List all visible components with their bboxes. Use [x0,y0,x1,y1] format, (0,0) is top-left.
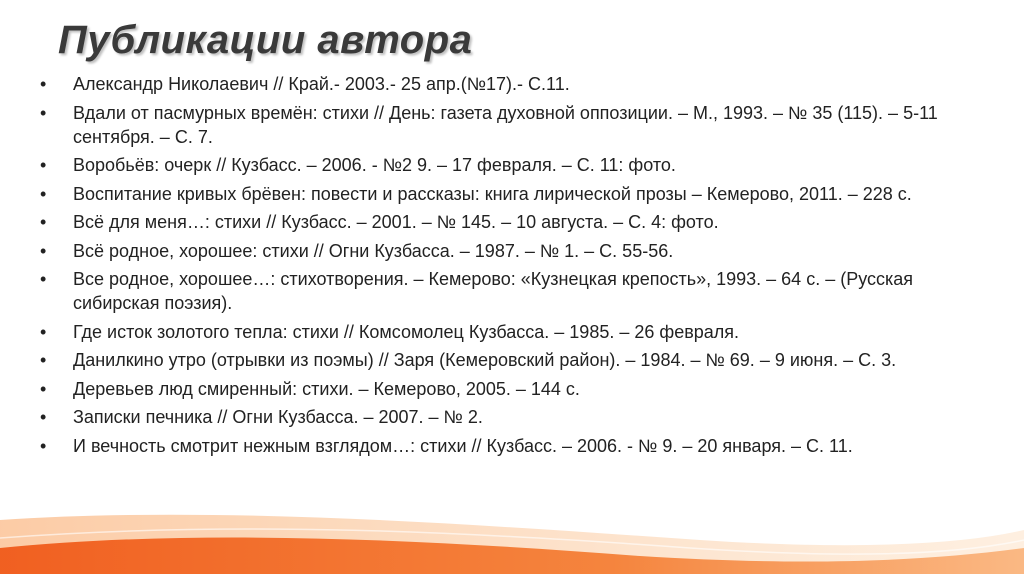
list-item: • Данилкино утро (отрывки из поэмы) // Заря (Кемеровский район). – 1984. – № 69. – 9 июня. – С. 3. [40,348,990,372]
page-title: Публикации автора [58,18,473,62]
list-item: • Воспитание кривых брёвен: повести и рассказы: книга лирической прозы – Кемерово, 2011. – 228 с. [40,182,990,206]
list-item: • Вдали от пасмурных времён: стихи // День: газета духовной оппозиции. – М., 1993. – № 35 (115). – 5-11 сентября. – С. 7. [40,101,990,149]
list-item: • Всё родное, хорошее: стихи // Огни Кузбасса. – 1987. – № 1. – С. 55-56. [40,239,990,263]
list-item: • Все родное, хорошее…: стихотворения. – Кемерово: «Кузнецкая крепость», 1993. – 64 с. – (Русская сибирская поэзия). [40,267,990,315]
list-item: • И вечность смотрит нежным взглядом…: стихи // Кузбасс. – 2006. - № 9. – 20 января. – С. 11. [40,434,990,458]
list-item: • Где исток золотого тепла: стихи // Комсомолец Кузбасса. – 1985. – 26 февраля. [40,320,990,344]
list-item: • Александр Николаевич // Край.- 2003.- 25 апр.(№17).- С.11. [40,72,990,96]
list-item: • Записки печника // Огни Кузбасса. – 2007. – № 2. [40,405,990,429]
publication-list [40,72,990,462]
list-item: • Всё для меня…: стихи // Кузбасс. – 2001. – № 145. – 10 августа. – С. 4: фото. [40,210,990,234]
list-item: • Воробьёв: очерк // Кузбасс. – 2006. - №2 9. – 17 февраля. – С. 11: фото. [40,153,990,177]
list-item: • Деревьев люд смиренный: стихи. – Кемерово, 2005. – 144 с. [40,377,990,401]
